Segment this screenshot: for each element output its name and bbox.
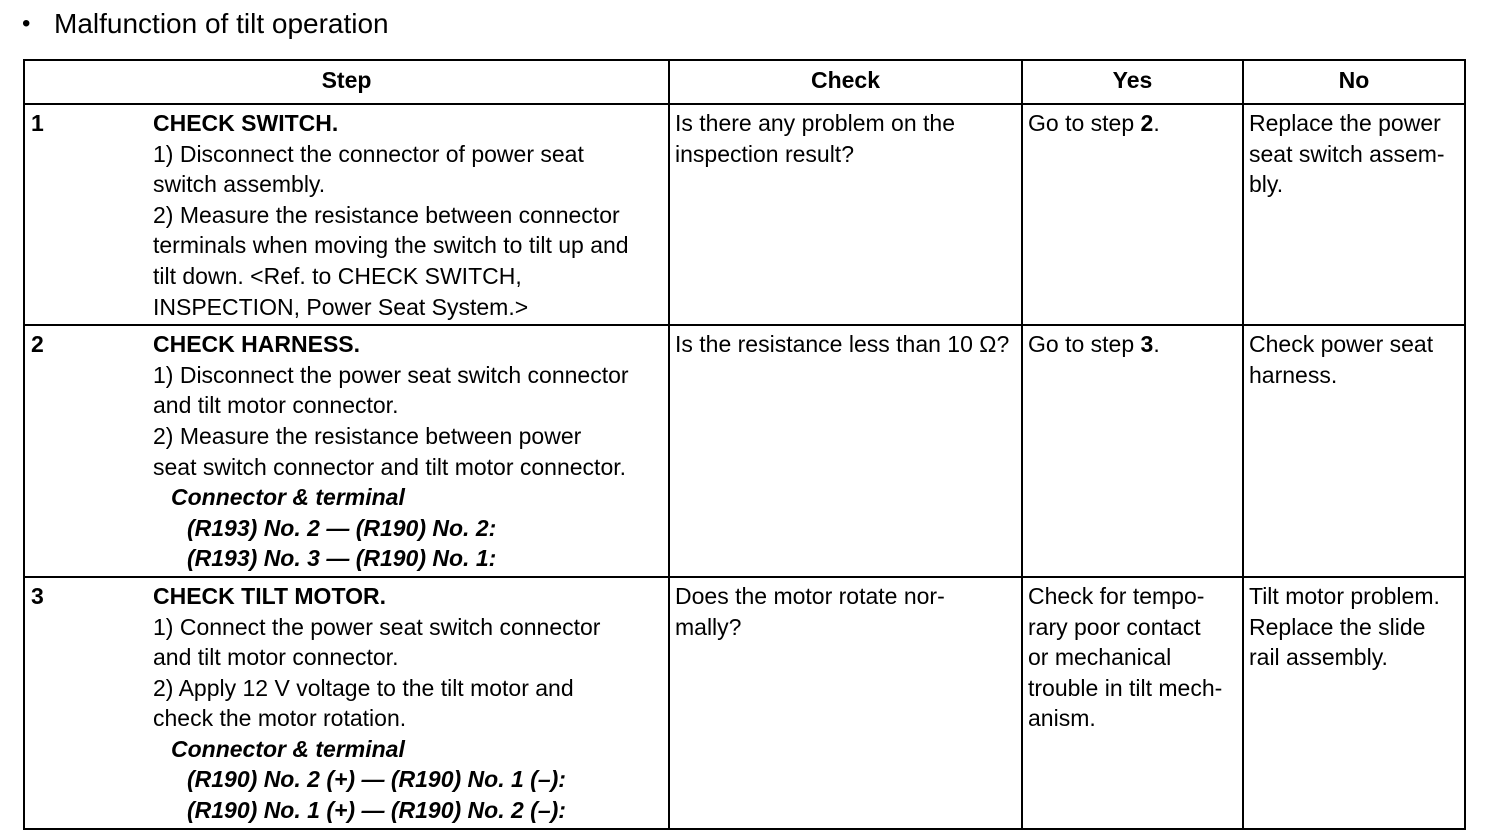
step-title: CHECK HARNESS. xyxy=(153,331,361,358)
section-heading xyxy=(22,6,389,42)
yes-text xyxy=(1028,329,1238,360)
step-line: and tilt motor connector. xyxy=(153,644,399,671)
yes-cell xyxy=(1022,104,1243,325)
step-line: tilt down. <Ref. to CHECK SWITCH, xyxy=(153,262,522,289)
step-line: seat switch connector and tilt motor connector. xyxy=(153,453,627,480)
no-line: Replace the power xyxy=(1249,110,1441,136)
header-check: Check xyxy=(669,60,1022,104)
yes-suffix: . xyxy=(1153,331,1160,358)
no-cell xyxy=(1243,325,1465,577)
no-line: Check power seat xyxy=(1249,331,1434,358)
yes-step-ref: 3 xyxy=(1140,331,1154,358)
step-body xyxy=(149,105,668,324)
check-cell xyxy=(669,325,1022,577)
bullet-icon: • xyxy=(22,10,31,37)
connector-terminal-line: (R190) No. 1 (+) — (R190) No. 2 (–): xyxy=(187,797,566,824)
check-line: inspection result? xyxy=(675,140,854,167)
header-step: Step xyxy=(24,60,669,104)
table-row xyxy=(24,577,1465,829)
check-line: Is there any problem on the xyxy=(675,110,955,136)
step-line: 2) Measure the resistance between power xyxy=(153,422,582,449)
step-title: CHECK SWITCH. xyxy=(153,110,339,136)
no-line: Replace the slide xyxy=(1249,613,1426,640)
step-line: and tilt motor connector. xyxy=(153,392,399,419)
yes-suffix: . xyxy=(1153,110,1160,136)
check-line: Does the motor rotate nor- xyxy=(675,582,945,609)
step-title: CHECK TILT MOTOR. xyxy=(153,582,386,609)
no-line: rail assembly. xyxy=(1249,644,1388,671)
step-number: 3 xyxy=(31,582,44,609)
step-line: 1) Connect the power seat switch connector xyxy=(153,613,601,640)
step-line: check the motor rotation. xyxy=(153,705,407,732)
table-row xyxy=(24,325,1465,577)
yes-line: rary poor contact xyxy=(1028,613,1201,640)
no-line: Tilt motor problem. xyxy=(1249,582,1440,609)
step-line: 2) Apply 12 V voltage to the tilt motor and xyxy=(153,674,574,701)
step-cell xyxy=(24,577,669,829)
header-yes: Yes xyxy=(1022,60,1243,104)
no-line: seat switch assem- xyxy=(1249,140,1445,167)
step-body xyxy=(149,578,668,828)
connector-terminal-title: Connector & terminal xyxy=(171,735,405,762)
step-line: terminals when moving the switch to tilt up and xyxy=(153,232,629,259)
no-line: harness. xyxy=(1249,361,1338,388)
connector-terminal-line: (R190) No. 2 (+) — (R190) No. 1 (–): xyxy=(187,766,566,793)
yes-cell xyxy=(1022,577,1243,829)
step-line: INSPECTION, Power Seat System.> xyxy=(153,293,529,320)
check-line: Is the resistance less than 10 Ω? xyxy=(675,331,1010,358)
step-line: 2) Measure the resistance between connector xyxy=(153,201,620,228)
yes-line: trouble in tilt mech- xyxy=(1028,674,1223,701)
table-header-row xyxy=(24,60,1465,104)
header-no: No xyxy=(1243,60,1465,104)
yes-step-ref: 2 xyxy=(1140,110,1154,136)
step-line: 1) Disconnect the power seat switch connector xyxy=(153,361,629,388)
step-body xyxy=(149,326,668,576)
yes-line: or mechanical xyxy=(1028,644,1172,671)
step-number: 2 xyxy=(31,331,44,358)
yes-line: Check for tempo- xyxy=(1028,582,1205,609)
step-cell xyxy=(24,104,669,325)
yes-line: anism. xyxy=(1028,705,1096,732)
troubleshooting-table xyxy=(23,59,1466,830)
no-line: bly. xyxy=(1249,171,1284,198)
yes-cell xyxy=(1022,325,1243,577)
no-cell xyxy=(1243,104,1465,325)
check-cell xyxy=(669,577,1022,829)
check-line: mally? xyxy=(675,613,742,640)
connector-terminal-line: (R193) No. 3 — (R190) No. 1: xyxy=(187,545,497,572)
section-title: Malfunction of tilt operation xyxy=(54,8,389,39)
table-row xyxy=(24,104,1465,325)
step-line: 1) Disconnect the connector of power seat xyxy=(153,140,584,167)
yes-prefix: Go to step xyxy=(1028,331,1141,358)
step-cell xyxy=(24,325,669,577)
connector-terminal-line: (R193) No. 2 — (R190) No. 2: xyxy=(187,514,497,541)
yes-text xyxy=(1028,108,1238,139)
connector-terminal-title: Connector & terminal xyxy=(171,484,405,511)
check-cell xyxy=(669,104,1022,325)
no-cell xyxy=(1243,577,1465,829)
yes-prefix: Go to step xyxy=(1028,110,1141,136)
step-line: switch assembly. xyxy=(153,171,326,198)
step-number: 1 xyxy=(31,110,44,136)
